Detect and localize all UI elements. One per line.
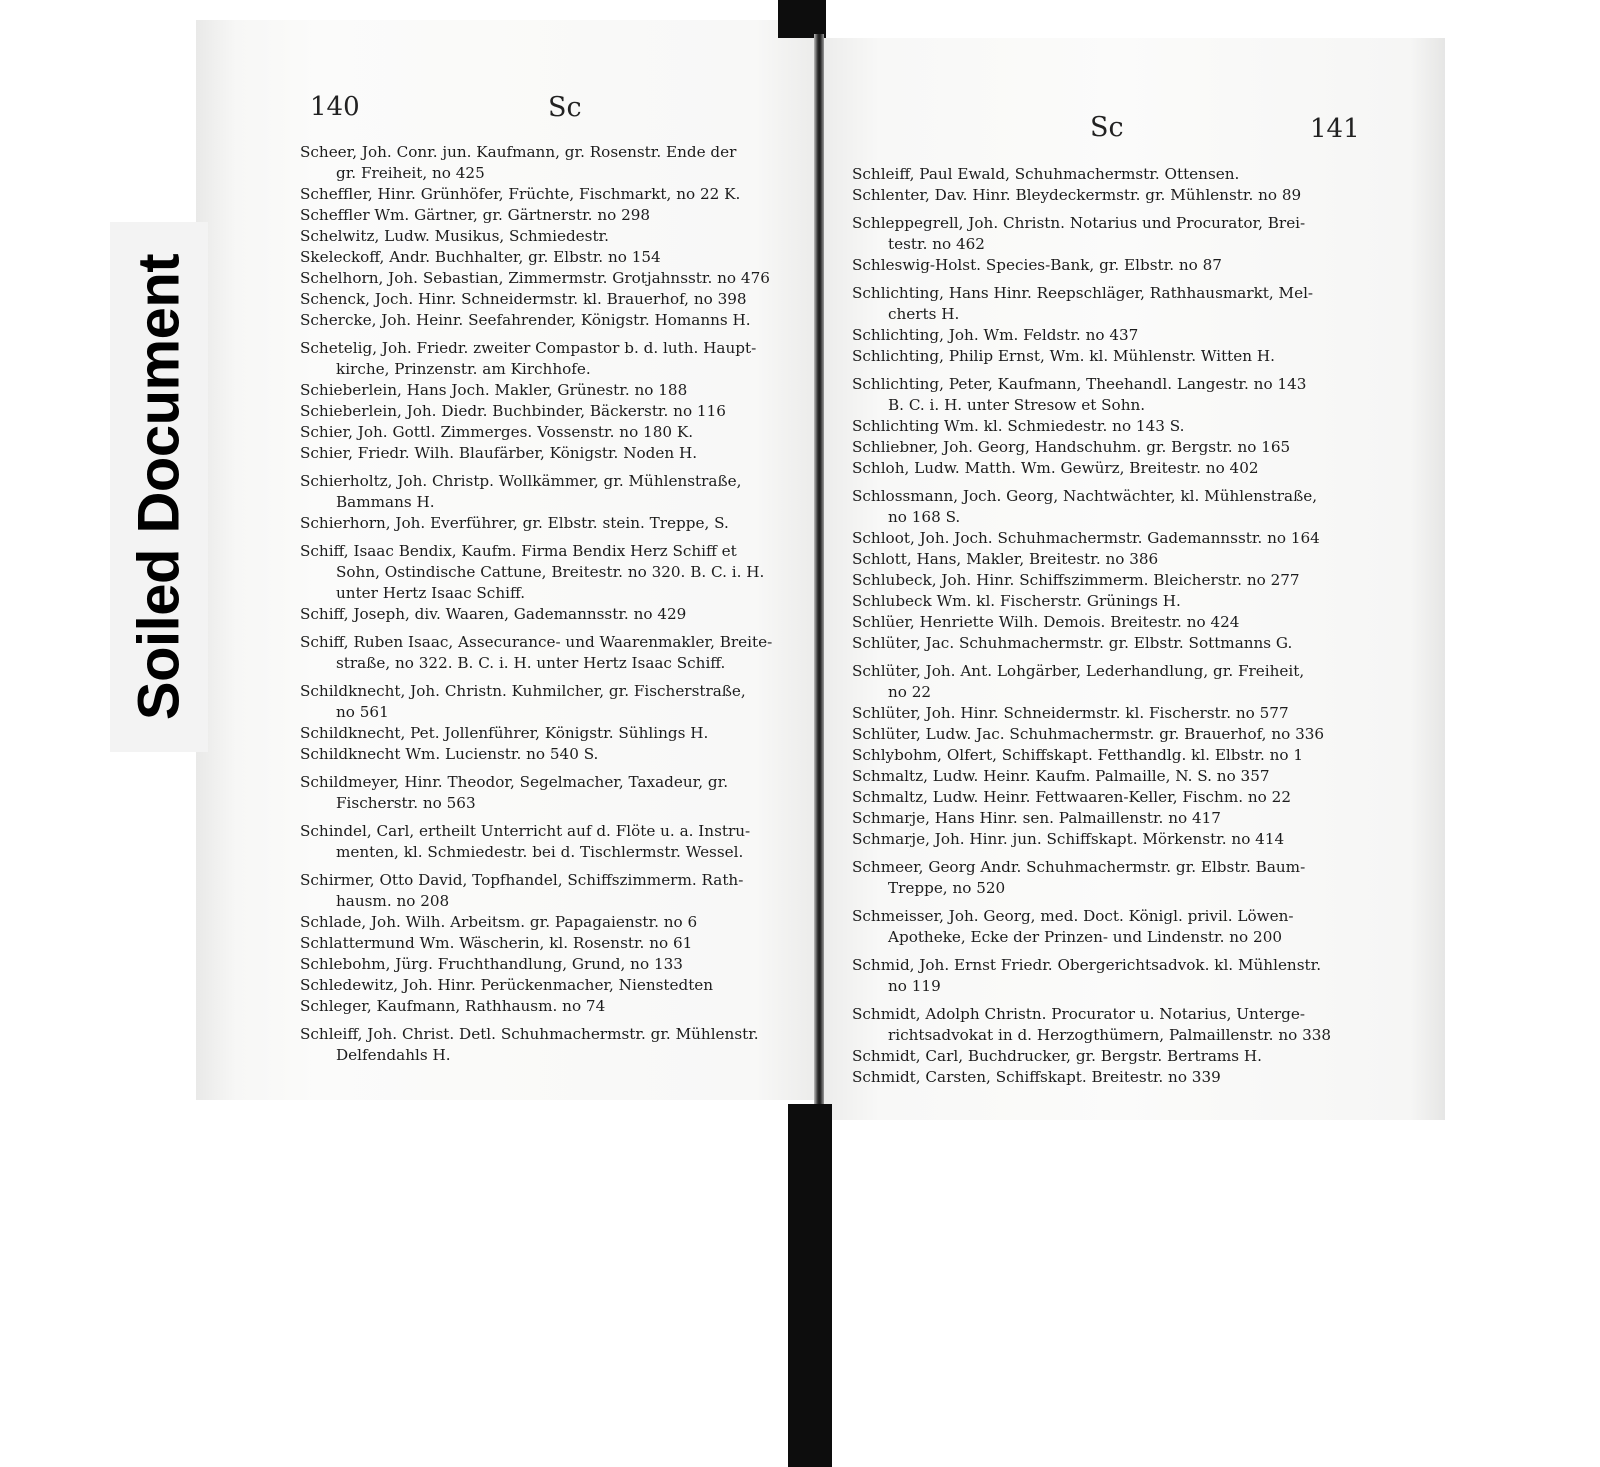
entry-text: Schelhorn, Joh. Sebastian, Zimmermstr. Grotjahnsstr. no 476 xyxy=(300,269,770,287)
directory-entry xyxy=(300,821,808,863)
entry-continuation: cherts H. xyxy=(888,305,960,323)
entry-text: Schlubeck Wm. kl. Fischerstr. Grünings H. xyxy=(852,592,1181,610)
spine-bottom xyxy=(788,1104,832,1467)
directory-entry xyxy=(852,857,1352,899)
directory-entry xyxy=(852,703,1352,724)
gutter-fold xyxy=(814,34,824,1104)
entry-text: Schlichting, Joh. Wm. Feldstr. no 437 xyxy=(852,326,1139,344)
entry-text: Schmidt, Carsten, Schiffskapt. Breitestr. no 339 xyxy=(852,1068,1221,1086)
directory-entry xyxy=(852,745,1352,766)
entry-text: Schildknecht Wm. Lucienstr. no 540 S. xyxy=(300,745,599,763)
entry-text: Schlüter, Ludw. Jac. Schuhmachermstr. gr. Brauerhof, no 336 xyxy=(852,725,1325,743)
entry-text: Scheffler Wm. Gärtner, gr. Gärtnerstr. no 298 xyxy=(300,206,651,224)
entry-text: Schlüer, Henriette Wilh. Demois. Breitestr. no 424 xyxy=(852,613,1240,631)
directory-entry xyxy=(300,975,808,996)
directory-entry xyxy=(300,933,808,954)
entry-text: Schlubeck, Joh. Hinr. Schiffszimmerm. Bleicherstr. no 277 xyxy=(852,571,1300,589)
entry-text: Skeleckoff, Andr. Buchhalter, gr. Elbstr. no 154 xyxy=(300,248,661,266)
directory-entry xyxy=(852,591,1352,612)
directory-entry xyxy=(852,570,1352,591)
entry-text: Schindel, Carl, ertheilt Unterricht auf d. Flöte u. a. Instru- xyxy=(300,822,751,840)
entry-continuation: no 22 xyxy=(888,683,932,701)
directory-entry xyxy=(852,164,1352,185)
directory-entry xyxy=(852,437,1352,458)
directory-entry xyxy=(852,374,1352,416)
directory-entry xyxy=(300,744,808,765)
entry-text: Schlattermund Wm. Wäscherin, kl. Rosenstr. no 61 xyxy=(300,934,693,952)
entry-continuation: Sohn, Ostindische Cattune, Breitestr. no 320. B. C. i. H. unter Hertz Isaac Schiff. xyxy=(336,563,765,602)
directory-entry xyxy=(300,338,808,380)
left-running-head: Sc xyxy=(548,92,582,123)
directory-entry xyxy=(300,247,808,268)
entry-text: Schiff, Joseph, div. Waaren, Gademannsstr. no 429 xyxy=(300,605,687,623)
entry-continuation: kirche, Prinzenstr. am Kirchhofe. xyxy=(336,360,591,378)
entry-text: Schieberlein, Joh. Diedr. Buchbinder, Bäckerstr. no 116 xyxy=(300,402,726,420)
directory-entry xyxy=(300,268,808,289)
right-page-number: 141 xyxy=(1310,114,1360,144)
entry-text: Schier, Friedr. Wilh. Blaufärber, Königstr. Noden H. xyxy=(300,444,698,462)
entry-text: Schleppegrell, Joh. Christn. Notarius und Procurator, Brei- xyxy=(852,214,1306,232)
entry-text: Schmid, Joh. Ernst Friedr. Obergerichtsadvok. kl. Mühlenstr. xyxy=(852,956,1322,974)
entry-text: Schmidt, Carl, Buchdrucker, gr. Bergstr. Bertrams H. xyxy=(852,1047,1262,1065)
entry-text: Scheffler, Hinr. Grünhöfer, Früchte, Fischmarkt, no 22 K. xyxy=(300,185,741,203)
directory-entry xyxy=(852,1004,1352,1046)
entry-text: Schetelig, Joh. Friedr. zweiter Compastor b. d. luth. Haupt- xyxy=(300,339,757,357)
directory-entry xyxy=(300,996,808,1017)
directory-entry xyxy=(852,283,1352,325)
entry-text: Schlott, Hans, Makler, Breitestr. no 386 xyxy=(852,550,1159,568)
entry-text: Schierhorn, Joh. Everführer, gr. Elbstr. stein. Treppe, S. xyxy=(300,514,729,532)
entry-text: Schmarje, Joh. Hinr. jun. Schiffskapt. Mörkenstr. no 414 xyxy=(852,830,1285,848)
directory-entry xyxy=(300,184,808,205)
entry-text: Schmarje, Hans Hinr. sen. Palmaillenstr. no 417 xyxy=(852,809,1221,827)
directory-entry xyxy=(852,213,1352,255)
entry-text: Schliebner, Joh. Georg, Handschuhm. gr. Bergstr. no 165 xyxy=(852,438,1291,456)
entry-text: Schlichting, Philip Ernst, Wm. kl. Mühlenstr. Witten H. xyxy=(852,347,1275,365)
directory-entry xyxy=(852,724,1352,745)
entry-text: Schelwitz, Ludw. Musikus, Schmiedestr. xyxy=(300,227,609,245)
directory-entry xyxy=(300,380,808,401)
entry-text: Schmaltz, Ludw. Heinr. Kaufm. Palmaille, N. S. no 357 xyxy=(852,767,1270,785)
entry-continuation: richtsadvokat in d. Herzogthümern, Palmaillenstr. no 338 xyxy=(888,1026,1332,1044)
entry-text: Schlüter, Joh. Hinr. Schneidermstr. kl. Fischerstr. no 577 xyxy=(852,704,1289,722)
right-running-head: Sc xyxy=(1090,112,1124,143)
entry-text: Schlichting Wm. kl. Schmiedestr. no 143 S. xyxy=(852,417,1185,435)
entry-continuation: Delfendahls H. xyxy=(336,1046,451,1064)
directory-entry xyxy=(852,1067,1352,1088)
entry-continuation: Fischerstr. no 563 xyxy=(336,794,476,812)
directory-entry xyxy=(300,681,808,723)
entry-text: Schloh, Ludw. Matth. Wm. Gewürz, Breitestr. no 402 xyxy=(852,459,1259,477)
directory-entry xyxy=(852,416,1352,437)
directory-entry xyxy=(300,513,808,534)
directory-entry xyxy=(852,325,1352,346)
entry-text: Schildknecht, Joh. Christn. Kuhmilcher, gr. Fischerstraße, xyxy=(300,682,746,700)
directory-entry xyxy=(300,772,808,814)
right-entries-column xyxy=(852,164,1352,1088)
directory-entry xyxy=(300,142,808,184)
entry-text: Schlade, Joh. Wilh. Arbeitsm. gr. Papagaienstr. no 6 xyxy=(300,913,698,931)
entry-text: Schildmeyer, Hinr. Theodor, Segelmacher, Taxadeur, gr. xyxy=(300,773,729,791)
directory-entry xyxy=(852,486,1352,528)
entry-text: Scheer, Joh. Conr. jun. Kaufmann, gr. Rosenstr. Ende der xyxy=(300,143,737,161)
directory-entry xyxy=(300,604,808,625)
directory-entry xyxy=(852,766,1352,787)
directory-entry xyxy=(852,612,1352,633)
directory-entry xyxy=(300,226,808,247)
directory-entry xyxy=(300,471,808,513)
entry-continuation: no 561 xyxy=(336,703,389,721)
directory-entry xyxy=(852,661,1352,703)
directory-entry xyxy=(300,401,808,422)
directory-entry xyxy=(852,1046,1352,1067)
entry-text: Schiff, Ruben Isaac, Assecurance- und Waarenmakler, Breite- xyxy=(300,633,773,651)
directory-entry xyxy=(852,549,1352,570)
entry-text: Schiff, Isaac Bendix, Kaufm. Firma Bendix Herz Schiff et xyxy=(300,542,737,560)
entry-text: Schier, Joh. Gottl. Zimmerges. Vossenstr. no 180 K. xyxy=(300,423,694,441)
entry-text: Schledewitz, Joh. Hinr. Perückenmacher, Nienstedten xyxy=(300,976,714,994)
entry-continuation: no 119 xyxy=(888,977,941,995)
entry-text: Schieberlein, Hans Joch. Makler, Grünestr. no 188 xyxy=(300,381,688,399)
entry-text: Schmeisser, Joh. Georg, med. Doct. Königl. privil. Löwen- xyxy=(852,907,1294,925)
entry-text: Schlüter, Jac. Schuhmachermstr. gr. Elbstr. Sottmanns G. xyxy=(852,634,1293,652)
directory-entry xyxy=(852,458,1352,479)
entry-continuation: Treppe, no 520 xyxy=(888,879,1006,897)
entry-text: Schenck, Joch. Hinr. Schneidermstr. kl. Brauerhof, no 398 xyxy=(300,290,747,308)
entry-text: Schierholtz, Joh. Christp. Wollkämmer, gr. Mühlenstraße, xyxy=(300,472,742,490)
entry-text: Schleswig-Holst. Species-Bank, gr. Elbstr. no 87 xyxy=(852,256,1222,274)
directory-entry xyxy=(852,808,1352,829)
directory-entry xyxy=(300,541,808,604)
entry-text: Schlüter, Joh. Ant. Lohgärber, Lederhandlung, gr. Freiheit, xyxy=(852,662,1305,680)
entry-continuation: straße, no 322. B. C. i. H. unter Hertz Isaac Schiff. xyxy=(336,654,726,672)
directory-entry xyxy=(300,443,808,464)
directory-entry xyxy=(300,289,808,310)
entry-continuation: Apotheke, Ecke der Prinzen- und Lindenstr. no 200 xyxy=(888,928,1283,946)
directory-entry xyxy=(852,255,1352,276)
entry-continuation: no 168 S. xyxy=(888,508,961,526)
entry-continuation: hausm. no 208 xyxy=(336,892,450,910)
directory-entry xyxy=(300,912,808,933)
entry-continuation: menten, kl. Schmiedestr. bei d. Tischlermstr. Wessel. xyxy=(336,843,744,861)
entry-text: Schmeer, Georg Andr. Schuhmachermstr. gr. Elbstr. Baum- xyxy=(852,858,1306,876)
entry-text: Schlenter, Dav. Hinr. Bleydeckermstr. gr. Mühlenstr. no 89 xyxy=(852,186,1302,204)
entry-text: Schercke, Joh. Heinr. Seefahrender, Königstr. Homanns H. xyxy=(300,311,751,329)
entry-continuation: gr. Freiheit, no 425 xyxy=(336,164,485,182)
directory-entry xyxy=(852,829,1352,850)
directory-entry xyxy=(300,422,808,443)
directory-entry xyxy=(300,205,808,226)
left-entries-column xyxy=(300,142,808,1066)
entry-text: Schlebohm, Jürg. Fruchthandlung, Grund, no 133 xyxy=(300,955,683,973)
directory-entry xyxy=(852,633,1352,654)
spine-top xyxy=(778,0,826,38)
directory-entry xyxy=(852,346,1352,367)
directory-entry xyxy=(300,870,808,912)
entry-text: Schleiff, Paul Ewald, Schuhmachermstr. Ottensen. xyxy=(852,165,1240,183)
entry-text: Schlybohm, Olfert, Schiffskapt. Fetthandlg. kl. Elbstr. no 1 xyxy=(852,746,1304,764)
directory-entry xyxy=(300,954,808,975)
entry-continuation: testr. no 462 xyxy=(888,235,985,253)
directory-entry xyxy=(852,185,1352,206)
directory-entry xyxy=(852,528,1352,549)
entry-text: Schmaltz, Ludw. Heinr. Fettwaaren-Keller, Fischm. no 22 xyxy=(852,788,1291,806)
left-page-number: 140 xyxy=(310,92,360,122)
soiled-document-label: Soiled Document xyxy=(126,253,192,721)
directory-entry xyxy=(300,632,808,674)
entry-text: Schmidt, Adolph Christn. Procurator u. Notarius, Unterge- xyxy=(852,1005,1306,1023)
entry-text: Schlichting, Peter, Kaufmann, Theehandl. Langestr. no 143 xyxy=(852,375,1307,393)
soiled-document-tab xyxy=(110,222,208,752)
entry-text: Schloot, Joh. Joch. Schuhmachermstr. Gademannsstr. no 164 xyxy=(852,529,1320,547)
entry-text: Schlichting, Hans Hinr. Reepschläger, Rathhausmarkt, Mel- xyxy=(852,284,1314,302)
entry-text: Schildknecht, Pet. Jollenführer, Königstr. Sühlings H. xyxy=(300,724,709,742)
entry-text: Schleger, Kaufmann, Rathhausm. no 74 xyxy=(300,997,606,1015)
directory-entry xyxy=(852,787,1352,808)
entry-continuation: Bammans H. xyxy=(336,493,435,511)
entry-text: Schlossmann, Joch. Georg, Nachtwächter, kl. Mühlenstraße, xyxy=(852,487,1318,505)
directory-entry xyxy=(300,723,808,744)
entry-continuation: B. C. i. H. unter Stresow et Sohn. xyxy=(888,396,1146,414)
directory-entry xyxy=(852,955,1352,997)
entry-text: Schleiff, Joh. Christ. Detl. Schuhmachermstr. gr. Mühlenstr. xyxy=(300,1025,759,1043)
directory-entry xyxy=(300,310,808,331)
directory-entry xyxy=(852,906,1352,948)
directory-entry xyxy=(300,1024,808,1066)
entry-text: Schirmer, Otto David, Topfhandel, Schiffszimmerm. Rath- xyxy=(300,871,744,889)
